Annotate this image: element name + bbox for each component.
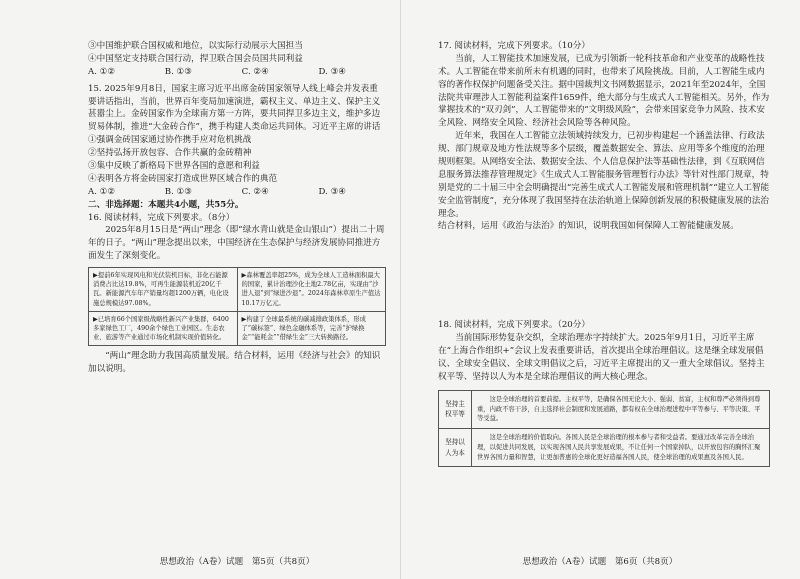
- q16-heading: 16. 阅读材料，完成下列要求。（8分）: [88, 212, 235, 223]
- q18-label-people: 坚持以人为本: [439, 429, 472, 467]
- part-two-heading: 二、非选择题：本题共4小题，共55分。: [88, 199, 244, 210]
- q15-choice-a[interactable]: A. ①②: [88, 186, 116, 197]
- q16-task: “两山”理念助力我国高质量发展。结合材料，运用《经济与社会》的知识加以说明。: [88, 351, 381, 374]
- q15-stem: 15. 2025年9月8日，国家主席习近平出席金砖国家领导人线上峰会并发表重要讲话指出，当前，世界百年变局加速演进，霸权主义、单边主义、保护主义甚嚣尘上。金砖国家作为全球南方第一方阵，要共同捍卫多边主义，维护多边贸易体制，推进“大金砖合作”，携手构建人类命运共同体。习近平主席的讲话: [88, 83, 381, 133]
- q18-heading: 18. 阅读材料，完成下列要求。（20分）: [438, 320, 590, 331]
- q17-paragraph-1: 当前，人工智能技术加速发展，已成为引领新一轮科技革命和产业变革的战略性技术。人工智能在带来前所未有机遇的同时，也带来了风险挑战。目前，人工智能生成内容的著作权保护问题备受关注。据中国裁判文书网数据显示，2021年至2024年，全国法院共审理涉人工智能利益案件1659件，绝大部分与生成式人工智能相关。另外，作为掌握技术的“双刃剑”，人工智能带来的“文明级风险”，会带来国家竞争力风险、技术安全风险、网络安全风险、经济社会风险等各种风险。: [438, 53, 770, 129]
- q15-choice-c[interactable]: C. ②④: [241, 186, 269, 197]
- q18-material-table: [438, 390, 770, 468]
- q18-text-people: 这是全球治理的价值取向。各国人民是全球治理的根本参与者和受益者。要通过改革完善全球治理，以促进共同发展，以实现各国人民共享发展成果，不让任何一个国家掉队，以开放包容的胸怀汇聚世界各国力量和智慧，让更加普惠的全球化更好造福各国人民，使全球治理的成果惠及各国人民。: [472, 429, 770, 467]
- q15-option-3: ③集中反映了新格局下世界各国的意愿和利益: [88, 161, 260, 172]
- q16-cell-carbon: ▶构建了全球最系统的碳减排政策体系，形成了“碳标签”、绿色金融体系等，完善“护绿换金”“能耗金”“借绿生金”三大转换路径。: [237, 311, 386, 345]
- left-page-footer: 思想政治（A卷）试题 第5页（共8页）: [159, 557, 315, 568]
- q16-cell-energy: ▶提前6年实现风电和光伏装机目标，非化石能源消费占比达19.8%，可再生能源装机近20亿千瓦。新能源汽车年产销量均超1200万辆，电化设施总规模达97.08%。: [89, 268, 238, 312]
- answer-space: [438, 233, 770, 319]
- q14-choice-d[interactable]: D. ③④: [318, 66, 346, 77]
- q16-cell-forest: ▶森林覆盖率超25%，成为全球人工造林面积最大的国家，累计治理沙化土地2.78亿亩，实现由“沙进人退”到“绿进沙退”。2024年森林草原生产值达10.17万亿元。: [237, 268, 386, 312]
- right-page: [400, 0, 800, 579]
- q15-choice-d[interactable]: D. ③④: [318, 186, 346, 197]
- q15-choice-b[interactable]: B. ①③: [164, 186, 192, 197]
- q18-intro: 当前国际形势复杂交织，全球治理赤字持续扩大。2025年9月1日，习近平主席在“上海合作组织+”会议上发表重要讲话，首次提出全球治理倡议。这是继全球发展倡议、全球安全倡议、全球文明倡议之后，习近平主席提出的又一重大全球倡议。坚持主权平等、坚持以人为本是全球治理倡议的两大核心理念。: [438, 333, 765, 382]
- q18-label-sovereignty: 坚持主权平等: [439, 390, 472, 428]
- q14-choice-b[interactable]: B. ①③: [164, 66, 192, 77]
- q16-material-table: [88, 267, 386, 346]
- q15-option-2: ②坚持弘扬开放包容、合作共赢的金砖精神: [88, 148, 252, 159]
- q17-task: 结合材料，运用《政治与法治》的知识，说明我国如何保障人工智能健康发展。: [438, 221, 739, 232]
- q14-option-4: ④中国坚定支持联合国行动，捍卫联合国会员国共同利益: [88, 53, 303, 64]
- q16-intro: 2025年8月15日是“两山”理念（即“绿水青山就是金山银山”）提出二十周年的日子。“两山”理念提出以来，中国经济在生态保护与经济发展协同推进方面发生了深刻变化。: [88, 225, 385, 262]
- q18-text-sovereignty: 这是全球治理的首要前提。主权平等，是确保各国无论大小、强弱、贫富，主权和尊严必须得到尊重，内政不容干涉，自主选择社会制度和发展道路，都有权在全球治理进程中平等参与、平等决策、平等受益。: [472, 390, 770, 428]
- q16-cell-industry: ▶已培育66个国家级战略性新兴产业集群，6400多家绿色工厂，490余个绿色工业园区。生态农业、旅游等产业通过市场化机制实现价值转化。: [89, 311, 238, 345]
- q15-option-1: ①强调金砖国家通过协作携手应对危机挑战: [88, 135, 252, 146]
- q15-option-4: ④表明各方将金砖国家打造成世界区域合作的典范: [88, 173, 278, 184]
- q14-choice-a[interactable]: A. ①②: [88, 66, 116, 77]
- q14-choices: [88, 66, 386, 79]
- right-page-footer: 思想政治（A卷）试题 第6页（共8页）: [522, 557, 678, 568]
- q17-heading: 17. 阅读材料，完成下列要求。（10分）: [438, 41, 590, 51]
- q15-choices: [88, 186, 386, 199]
- q14-option-3: ③中国维护联合国权威和地位，以实际行动展示大国担当: [88, 41, 303, 51]
- q17-paragraph-2: 近年来，我国在人工智能立法领域持续发力，已初步构建起一个涵盖法律、行政法规、部门规章及地方性法规等多个层级，覆盖数据安全、算法、应用等多个维度的治理规则框架。从网络安全法、数据安全法、个人信息保护法等基础性法律，到《互联网信息服务算法推荐管理规定》《生成式人工智能服务管理暂行办法》等针对性部门规章，特别是党的二十届三中全会明确提出“完善生成式人工智能发展和管理机制”“建立人工智能安全监管制度”，充分体现了我国坚持在法治轨道上保障创新发展的积极健康发展的法治理念。: [438, 131, 770, 219]
- q14-choice-c[interactable]: C. ②④: [241, 66, 269, 77]
